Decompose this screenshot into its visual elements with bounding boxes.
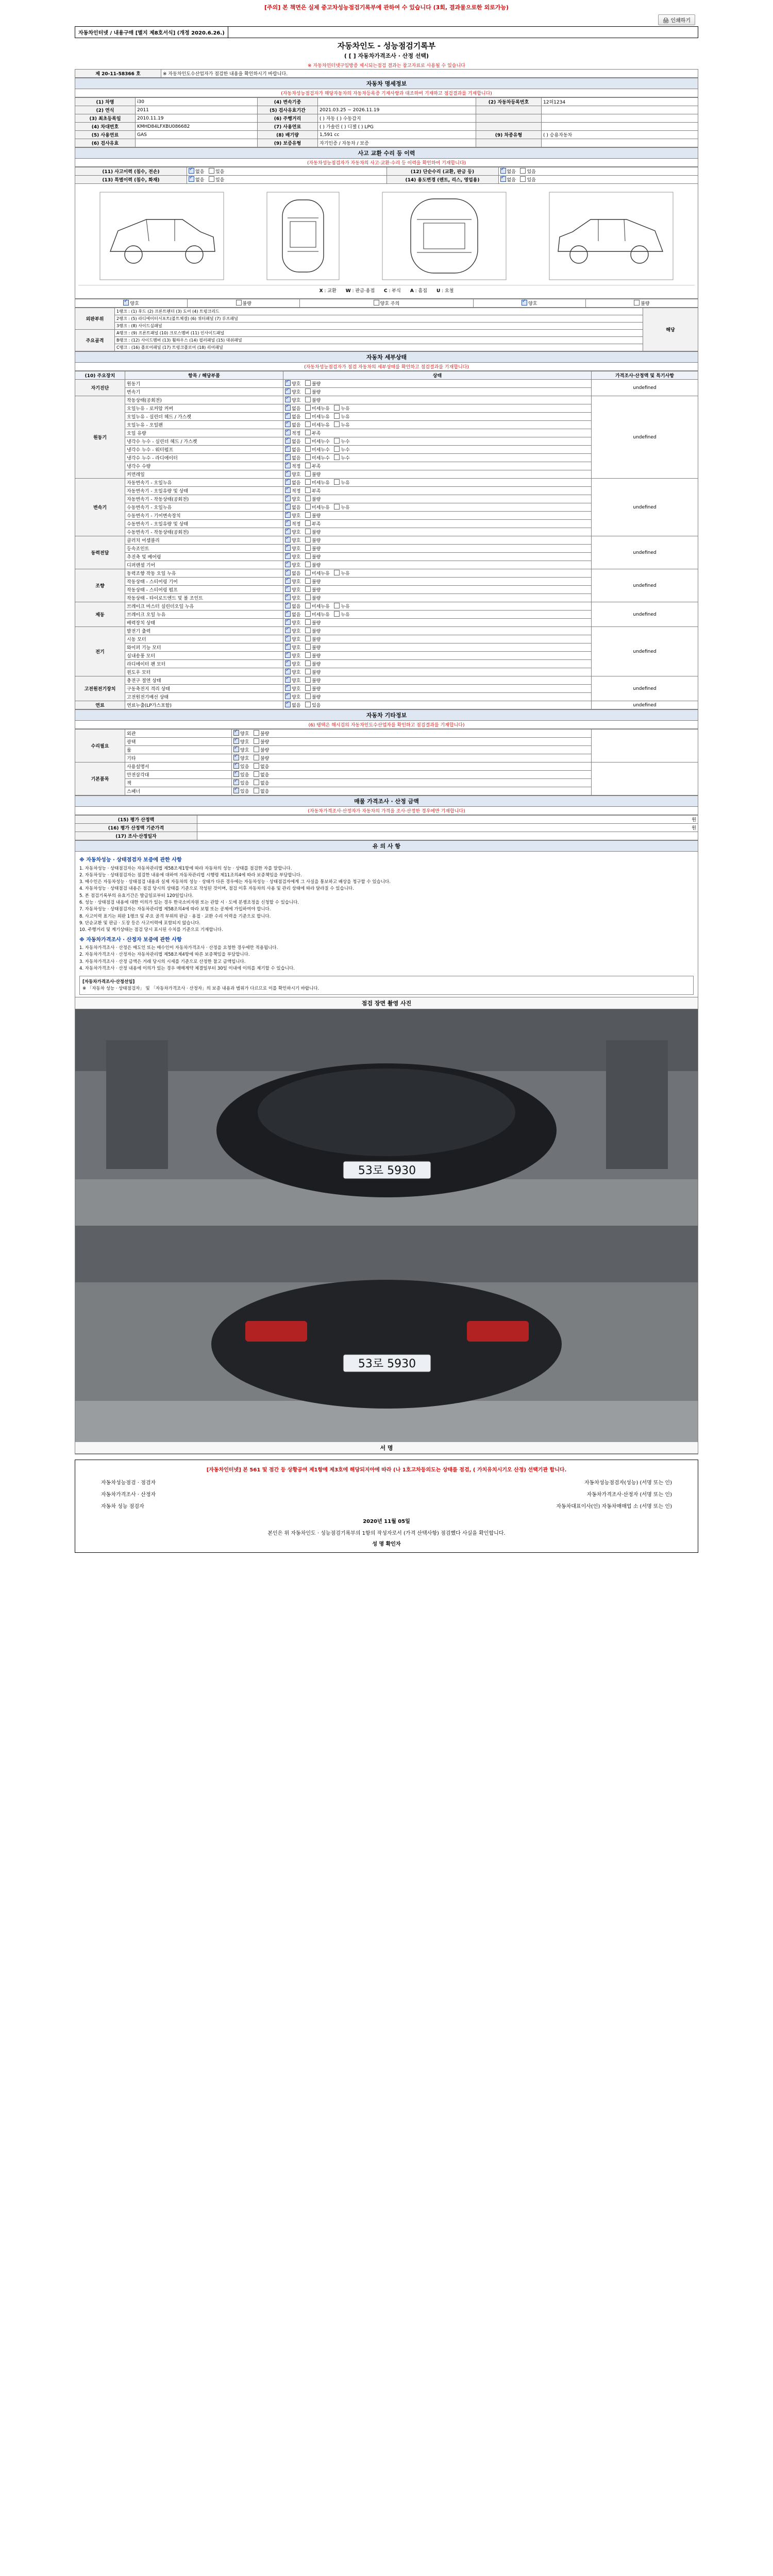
detail-item-label: 추진축 및 베어링	[125, 553, 283, 561]
footer-note-paragraph: 3. 자동차가격조사 · 산정 금액은 거래 당시의 시세를 기준으로 산정한 참고 금액입니다.	[79, 959, 246, 964]
detail-item-options[interactable]: ✓ 양호 불량	[283, 545, 592, 553]
signature-tail: 본인은 위 자동차인도 · 성능점검기록부의 1항의 작성자로서 (가격 산택사항) 점검했다 사실을 확인합니다.	[267, 1531, 506, 1536]
detail-item-label: 시동 모터	[125, 635, 283, 643]
footer-note-paragraph: 8. 사고이력 표기는 외판 1랭크 및 주요 골격 부위의 판금 · 용접 · 교환 수리 이력을 기준으로 합니다.	[79, 913, 271, 919]
detail-item-label: 와이퍼 기능 모터	[125, 643, 283, 652]
etc-row	[75, 762, 698, 771]
detail-col-header: (10) 주요장치	[75, 371, 125, 380]
detail-item-options[interactable]: ✓ 양호 불량	[283, 652, 592, 660]
vehicle-info-table	[75, 97, 698, 147]
detail-item-options[interactable]: ✓ 적정 부족	[283, 462, 592, 470]
vehicle-info-value: KMHD84LFXBU086682	[136, 123, 258, 131]
detail-item-label: 자동변속기 - 작동상태(공회전)	[125, 495, 283, 503]
front-photo	[75, 1009, 698, 1226]
form-header-line	[75, 26, 698, 38]
footer-note-paragraph: 7. 자동차성능 · 상태점검자는 자동차관리법 제58조의4에 따라 보험 또는 공제에 가입하여야 합니다.	[79, 907, 271, 912]
detail-item-options[interactable]: ✓ 양호 불량	[283, 388, 592, 396]
signature-role: 자동차가격조사 · 산정자	[101, 1492, 156, 1498]
vehicle-info-key: (8) 배기량	[258, 131, 318, 139]
vehicle-info-value: 12허1234	[542, 98, 698, 106]
detail-item-label: 작동상태 - 스티어링 기어	[125, 578, 283, 586]
vehicle-info-key: (5) 검사유효기간	[258, 106, 318, 114]
toolbar	[75, 13, 698, 26]
etc-row	[75, 730, 698, 738]
detail-col-header: 항목 / 해당부품	[125, 371, 283, 380]
photo-bottom-caption: 서 명	[75, 1442, 698, 1454]
etc-item-options[interactable]: ✓ 있음 없음	[232, 771, 592, 779]
legend-item: A : 흠집	[410, 289, 427, 294]
price-value	[197, 832, 698, 840]
detail-remark: undefined	[592, 536, 698, 569]
detail-item-label: 냉각수 수량	[125, 462, 283, 470]
detail-item-options[interactable]: ✓ 양호 불량	[283, 536, 592, 545]
detail-item-label: 변속기	[125, 388, 283, 396]
detail-item-options[interactable]: ✓ 양호 불량	[283, 635, 592, 643]
detail-item-options[interactable]: ✓ 양호 불량	[283, 668, 592, 676]
detail-item-options[interactable]: ✓ 양호 불량	[283, 643, 592, 652]
footer-note-h1: ※ 자동차성능 · 상태점검자 보증에 관한 사항	[79, 857, 182, 863]
signature-role: 자동차 성능 점검자	[101, 1504, 144, 1510]
signature-field[interactable]: 자동차대표이사(인) 자동차매매업 소 (서명 또는 인)	[556, 1504, 672, 1510]
vehicle-info-value: ( ) 자동 ( ) 수동감지	[318, 114, 476, 123]
section-detail-title: 자동차 세부상태	[75, 351, 698, 363]
etc-item-label: 광택	[125, 738, 232, 746]
section-accident-title: 사고 교환 수리 등 이력	[75, 147, 698, 159]
detail-item-options[interactable]: ✓ 없음 미세누유 누유	[283, 503, 592, 512]
detail-remark: undefined	[592, 627, 698, 676]
footer-note-paragraph: 1. 자동차가격조사 · 산정은 매도인 또는 매수인이 자동차가격조사 · 산정을 요청한 경우에만 적용됩니다.	[79, 945, 278, 951]
detail-item-options[interactable]: ✓ 양호 불량	[283, 586, 592, 594]
price-row	[75, 832, 698, 840]
section-detail-note: (자동차성능점검자가 점검 자동차의 세부상태를 확인하고 점검결과를 기재합니다)	[75, 363, 698, 371]
detail-item-label: 브레이크 마스터 실린더오일 누유	[125, 602, 283, 611]
etc-group-label: 수리필요	[75, 730, 125, 762]
detail-item-options[interactable]: ✓ 양호 불량	[283, 512, 592, 520]
etc-item-label: 외관	[125, 730, 232, 738]
price-key: (16) 평가 산정액 기준가격	[75, 824, 197, 832]
detail-item-label: 윈도우 모터	[125, 668, 283, 676]
vehicle-info-row	[75, 114, 698, 123]
signature-block	[75, 1460, 698, 1553]
detail-item-options[interactable]: ✓ 없음 미세누수 누수	[283, 437, 592, 446]
etc-item-options[interactable]: ✓ 있음 없음	[232, 762, 592, 771]
detail-item-label: 커먼레일	[125, 470, 283, 479]
photo-section	[75, 997, 698, 1454]
detail-row	[75, 569, 698, 578]
detail-item-label: 구동축전지 격리 상태	[125, 685, 283, 693]
price-table	[75, 815, 698, 840]
footer-note-paragraph: 4. 자동차가격조사 · 산정 내용에 이의가 있는 경우 매매계약 체결일부터 30일 이내에 이의를 제기할 수 있습니다.	[79, 966, 295, 972]
vehicle-info-key: (9) 차종유형	[476, 131, 542, 139]
detail-item-label: 원동기	[125, 380, 283, 388]
detail-item-options[interactable]: ✓ 양호 불량	[283, 693, 592, 701]
detail-item-options[interactable]: ✓ 없음 미세누유 누유	[283, 413, 592, 421]
vehicle-info-key	[476, 114, 542, 123]
top-warning-notice: [주의] 본 책면은 실제 중고차성능점검기록부에 관하여 수 있습니다 (3회, 결과물으로한 외로가능)	[264, 4, 509, 11]
vehicle-info-row	[75, 139, 698, 147]
detail-item-options[interactable]: ✓ 양호 불량	[283, 528, 592, 536]
etc-item-options[interactable]: ✓ 있음 없음	[232, 779, 592, 787]
legend-item: U : 요철	[436, 289, 454, 294]
etc-remark	[592, 730, 698, 762]
detail-item-label: 수동변속기 - 작동상태(공회전)	[125, 528, 283, 536]
diagram-legend	[78, 285, 695, 295]
signature-head: [자동차인터넷] 본 561 및 점간 등 상황공여 제1항에 제3호에 해당되지아에 따라 (나 1호고차등의도는 상태를 점검, ( 가치유치시기오 산정) 선택기관 합니다.	[206, 1467, 567, 1473]
detail-col-header: 상태	[283, 371, 592, 380]
detail-group-label: 동력전달	[75, 536, 125, 569]
signature-row	[80, 1476, 693, 1488]
detail-item-options[interactable]: ✓ 없음 미세누수 누수	[283, 446, 592, 454]
footer-note-h2: ※ 자동차가격조사 · 산정자 보증에 관한 사항	[79, 937, 182, 943]
detail-item-options[interactable]: ✓ 양호 불량	[283, 619, 592, 627]
footer-box-text: ※ 「자동차 성능 · 상태점검자」 및 「자동차가격조사 · 산정자」의 보증 내용과 범위가 다르므로 이를 확인하시기 바랍니다.	[82, 986, 320, 991]
detail-item-label: 자동변속기 - 오일유량 및 상태	[125, 487, 283, 495]
signature-date: 2020년 11월 05일	[363, 1519, 410, 1524]
accident-history-table	[75, 167, 698, 184]
detail-group-label: 제동	[75, 602, 125, 627]
footer-note-paragraph: 2. 자동차성능 · 상태점검자는 점검한 내용에 대하여 자동차관리법 시행령 제11조의4에 따라 보증책임을 부담합니다.	[79, 872, 302, 878]
detail-item-options[interactable]: ✓ 양호 불량	[283, 685, 592, 693]
accident-q1-label: (11) 사고이력 (침수, 전손)	[75, 167, 187, 176]
detail-item-label: 수동변속기 - 오일유량 및 상태	[125, 520, 283, 528]
accident-q3-value[interactable]: ✓ 없음 있음	[187, 176, 387, 184]
detail-item-label: 수동변속기 - 오일누유	[125, 503, 283, 512]
rear-photo-image	[75, 1226, 698, 1442]
vehicle-info-value	[542, 139, 698, 147]
detail-remark: undefined	[592, 380, 698, 396]
etc-item-label: 스패너	[125, 787, 232, 795]
detail-item-options[interactable]: ✓ 없음 미세누유 누유	[283, 602, 592, 611]
footer-note-paragraph: 3. 매수인은 자동차성능 · 상태점검 내용과 실제 자동차의 성능 · 상태가 다른 경우에는 자동차성능 · 상태점검자에게 그 사실을 통보하고 배상을 청구할 수 있습니다.	[79, 879, 391, 885]
detail-remark: undefined	[592, 569, 698, 602]
legend-check-cell[interactable]: ✓ 양호	[473, 299, 585, 308]
etc-item-options[interactable]: ✓ 양호 불량	[232, 754, 592, 762]
vehicle-info-row	[75, 123, 698, 131]
detail-item-label: 클러치 어셈블리	[125, 536, 283, 545]
vehicle-info-row	[75, 98, 698, 106]
front-photo-image	[75, 1009, 698, 1226]
detail-item-options[interactable]: ✓ 없음 미세누유 누유	[283, 404, 592, 413]
legend-item: C : 부식	[384, 289, 401, 294]
detail-group-label: 고전원전기장치	[75, 676, 125, 701]
vehicle-info-key: (2) 자동차등록번호	[476, 98, 542, 106]
etc-item-options[interactable]: ✓ 양호 불량	[232, 746, 592, 754]
signature-tail2: 성 명 확인자	[372, 1541, 401, 1547]
vehicle-info-row	[75, 131, 698, 139]
frame-label: 주요골격	[75, 330, 115, 351]
legend-item: X : 교환	[319, 289, 337, 294]
footer-note-paragraph: 10. 주행거리 및 계기상태는 점검 당시 표시된 수치를 기준으로 기재합니다.	[79, 927, 223, 933]
detail-item-options[interactable]: ✓ 양호 불량	[283, 594, 592, 602]
vehicle-info-value: ( ) 승용자동차	[542, 131, 698, 139]
detail-item-label: 등속조인트	[125, 545, 283, 553]
etc-item-options[interactable]: ✓ 양호 불량	[232, 730, 592, 738]
outer-panel-label: 외판부위	[75, 308, 115, 330]
section-vehicle-info-title: 자동차 명세정보	[75, 78, 698, 89]
vehicle-info-key: (2) 연식	[75, 106, 136, 114]
detail-item-label: 작동상태 - 스티어링 펌프	[125, 586, 283, 594]
price-value: 원	[197, 816, 698, 824]
detail-item-options[interactable]: ✓ 양호 불량	[283, 660, 592, 668]
detail-item-options[interactable]: ✓ 없음 미세누수 누수	[283, 454, 592, 462]
page-subtitle: ( [ ] 자동차가격조사 · 산정 선택)	[344, 53, 429, 59]
vehicle-info-value	[136, 139, 258, 147]
svg-text:53로 5930: 53로 5930	[358, 1164, 416, 1177]
detail-remark: undefined	[592, 676, 698, 701]
detail-item-label: 디퍼렌셜 기어	[125, 561, 283, 569]
section-price-note: (자동차가격조사·산정자가 자동차의 가격을 조사·산정한 경우에만 기재합니다)	[75, 807, 698, 815]
detail-col-header: 가격조사·산정액 및 특기사항	[592, 371, 698, 380]
footer-note-paragraph: 9. 단순교환 및 판금 · 도장 등은 사고이력에 포함되지 않습니다.	[79, 921, 200, 926]
vehicle-info-value	[542, 106, 698, 114]
footer-box-title: [자동차가격조사·산정선임]	[82, 979, 135, 985]
vehicle-info-value: 1,591 cc	[318, 131, 476, 139]
legend-check-cell[interactable]: ✓양호	[75, 299, 188, 308]
page-title: 자동차인도 - 성능점검기록부	[337, 41, 436, 50]
detail-group-label: 변속기	[75, 479, 125, 536]
detail-row	[75, 701, 698, 709]
etc-item-options[interactable]: ✓ 있음 없음	[232, 787, 592, 795]
detail-status-table	[75, 371, 698, 709]
detail-item-options[interactable]: ✓ 없음 미세누유 누유	[283, 479, 592, 487]
detail-item-options[interactable]: ✓ 양호 불량	[283, 561, 592, 569]
top-view-icon	[264, 190, 342, 282]
outer-panel-3: 3랭크 : (8) 사이드실패널	[115, 323, 643, 330]
signature-row	[80, 1500, 693, 1512]
vehicle-info-value: i30	[136, 98, 258, 106]
detail-item-label: 작동상태 - 타이로드엔드 및 볼 조인트	[125, 594, 283, 602]
etc-item-label: 기타	[125, 754, 232, 762]
footer-note-paragraph: 2. 자동차가격조사 · 산정자는 자동차관리법 제58조제4항에 따른 보증책임을 부담합니다.	[79, 952, 250, 958]
side-view-left-icon	[97, 190, 226, 282]
printer-icon: 🖨	[662, 18, 669, 24]
frame-b: B랭크 : (12) 사이드멤버 (13) 휠하우스 (14) 필러패널 (15) 대쉬패널	[115, 337, 643, 344]
detail-group-label: 전기	[75, 627, 125, 676]
top-view-body-icon	[380, 190, 509, 282]
detail-item-options[interactable]: ✓ 양호 불량	[283, 470, 592, 479]
detail-item-label: 브레이크 오일 누유	[125, 611, 283, 619]
etc-item-label: 룸	[125, 746, 232, 754]
vehicle-info-value: 자기인증 / 자동차 / 보증	[318, 139, 476, 147]
price-key: (15) 평가 산정액	[75, 816, 197, 824]
detail-item-options[interactable]: ✓ 양호 불량	[283, 553, 592, 561]
etc-item-label: 잭	[125, 779, 232, 787]
form-header-right	[228, 31, 234, 34]
vehicle-info-key: (4) 변속기종	[258, 98, 318, 106]
detail-remark: undefined	[592, 396, 698, 479]
side-view-right-icon	[547, 190, 676, 282]
detail-item-options[interactable]: ✓ 양호 불량	[283, 495, 592, 503]
detail-item-options[interactable]: ✓ 없음 미세누유 누유	[283, 569, 592, 578]
accident-q1-value[interactable]: ✓ 없음 있음	[187, 167, 387, 176]
detail-item-label: 오일누유 - 실린더 헤드 / 가스켓	[125, 413, 283, 421]
vehicle-info-key: (3) 최초등록일	[75, 114, 136, 123]
docno-table	[75, 69, 698, 78]
detail-row	[75, 627, 698, 635]
detail-item-options[interactable]: ✓ 적정 부족	[283, 429, 592, 437]
detail-item-label: 작동상태(공회전)	[125, 396, 283, 404]
rear-photo	[75, 1226, 698, 1442]
vehicle-info-value	[542, 123, 698, 131]
detail-item-label: 오일 유량	[125, 429, 283, 437]
signature-field[interactable]: 자동차성능점검자(성능) (서명 또는 인)	[584, 1480, 672, 1486]
form-header-left: 자동차인터넷 / 내용구매 [별지 제8호서식] (개정 2020.6.26.)	[75, 27, 228, 38]
accident-q4-value[interactable]: ✓ 없음 있음	[498, 176, 698, 184]
detail-item-label: 연료누출(LP가스포함)	[125, 701, 283, 709]
vehicle-info-key: (1) 차명	[75, 98, 136, 106]
vehicle-info-key: (6) 검사유효	[75, 139, 136, 147]
svg-text:53로 5930: 53로 5930	[358, 1358, 416, 1370]
detail-remark: undefined	[592, 602, 698, 627]
footer-note-paragraph: 5. 본 점검기록부의 유효기간은 발급일로부터 120일입니다.	[79, 893, 194, 899]
detail-item-label: 오일누유 - 로커암 커버	[125, 404, 283, 413]
footer-note-paragraph: 6. 성능 · 상태점검 내용에 대한 이의가 있는 경우 한국소비자원 또는 관할 시 · 도에 분쟁조정을 신청할 수 있습니다.	[79, 900, 299, 906]
detail-row	[75, 602, 698, 611]
legend-check-cell[interactable]: 양호 주의	[300, 299, 473, 308]
vehicle-info-value	[542, 114, 698, 123]
footer-note-paragraph: 1. 자동차성능 · 상태점검자는 자동차관리법 제58조제1항에 따라 자동차의 성능 · 상태를 점검한 자를 말합니다.	[79, 866, 292, 871]
etc-remark	[592, 762, 698, 795]
vehicle-info-key: (6) 주행거리	[258, 114, 318, 123]
accident-remark-label: 해당	[643, 308, 698, 351]
price-key: (17) 조사·산정일자	[75, 832, 197, 840]
detail-item-options[interactable]: ✓ 양호 불량	[283, 380, 592, 388]
detail-item-label: 수동변속기 - 기어변속장치	[125, 512, 283, 520]
frame-a: A랭크 : (9) 프론트패널 (10) 크로스멤버 (11) 인사이드패널	[115, 330, 643, 337]
signature-row	[80, 1488, 693, 1500]
detail-item-label: 냉각수 누수 - 라디에이터	[125, 454, 283, 462]
detail-item-options[interactable]: ✓ 양호 불량	[283, 627, 592, 635]
detail-row	[75, 479, 698, 487]
detail-item-label: 배력장치 상태	[125, 619, 283, 627]
detail-item-label: 동력조향 작동 오일 누유	[125, 569, 283, 578]
signature-field[interactable]: 자동차가격조사·산정자 (서명 또는 인)	[586, 1492, 672, 1498]
detail-item-label: 고전원전기배선 상태	[125, 693, 283, 701]
accident-q2-value[interactable]: ✓ 없음 있음	[498, 167, 698, 176]
detail-item-options[interactable]: ✓ 양호 불량	[283, 676, 592, 685]
etc-table	[75, 729, 698, 795]
detail-remark: undefined	[592, 701, 698, 709]
detail-group-label: 원동기	[75, 396, 125, 479]
footer-note-title: 유 의 사 항	[75, 840, 698, 852]
detail-item-label: 오일누유 - 오일팬	[125, 421, 283, 429]
detail-item-label: 충전구 절연 상태	[125, 676, 283, 685]
etc-item-label: 사용설명서	[125, 762, 232, 771]
vehicle-info-value: 2021.03.25 ~ 2026.11.19	[318, 106, 476, 114]
accident-legend-row	[75, 299, 698, 308]
price-row	[75, 816, 698, 824]
print-button[interactable]: 🖨 인쇄하기	[658, 14, 695, 25]
vehicle-info-key: (5) 사용연료	[75, 131, 136, 139]
detail-item-options[interactable]: ✓ 없음 미세누유 누유	[283, 421, 592, 429]
frame-c: C랭크 : (16) 플로어패널 (17) 트렁크플로어 (18) 리어패널	[115, 344, 643, 351]
signature-role: 자동차성능점검 · 점검자	[101, 1480, 156, 1486]
vehicle-info-key	[476, 123, 542, 131]
docno-value: ※ 자동차인도수산업자가 점검한 내용을 확인하시기 바랍니다.	[161, 70, 698, 78]
vehicle-info-key	[476, 139, 542, 147]
footer-note-paragraph: 4. 자동차성능 · 상태점검 내용은 점검 당시의 상태를 기준으로 작성된 것이며, 점검 이후 자동차의 사용 및 관리 상태에 따라 달라질 수 있습니다.	[79, 886, 354, 892]
detail-row	[75, 380, 698, 388]
detail-item-options[interactable]: ✓ 적정 부족	[283, 520, 592, 528]
detail-item-options[interactable]: ✓ 적정 부족	[283, 487, 592, 495]
section-vehicle-info-note: (자동차성능점검자가 해당자동차의 자동차등록증 기재사항과 대조하여 기재하고 점검결과를 기재합니다)	[75, 89, 698, 97]
detail-group-label: 조향	[75, 569, 125, 602]
vehicle-info-key	[476, 106, 542, 114]
detail-item-options[interactable]: ✓ 없음 있음	[283, 701, 592, 709]
legend-check-cell[interactable]: 불량	[188, 299, 300, 308]
detail-item-label: 실내송풍 모터	[125, 652, 283, 660]
price-value: 원	[197, 824, 698, 832]
accident-q4-label: (14) 용도변경 (렌트, 리스, 영업용)	[386, 176, 498, 184]
price-row	[75, 824, 698, 832]
section-etc-note: (6) 탱택은 해시검의 자동차인도수산업자를 확인하고 점검결과를 기재합니다)	[75, 721, 698, 729]
detail-remark: undefined	[592, 479, 698, 536]
detail-item-options[interactable]: ✓ 양호 불량	[283, 578, 592, 586]
detail-item-label: 냉각수 누수 - 실린더 헤드 / 가스켓	[125, 437, 283, 446]
vehicle-info-value: 2010.11.19	[136, 114, 258, 123]
etc-item-label: 안전삼각대	[125, 771, 232, 779]
detail-item-label: 자동변속기 - 오일누유	[125, 479, 283, 487]
detail-item-label: 라디에이터 팬 모터	[125, 660, 283, 668]
vehicle-damage-diagram	[75, 184, 698, 299]
outer-panel-2: 2랭크 : (5) 라디에이터서포트(볼트체결) (6) 쿼터패널 (7) 루프패널	[115, 315, 643, 323]
accident-detail-table	[75, 308, 698, 351]
etc-group-label: 기본품목	[75, 762, 125, 795]
detail-group-label: 연료	[75, 701, 125, 709]
detail-group-label: 자기진단	[75, 380, 125, 396]
photo-caption: 점검 장면 촬영 사진	[75, 997, 698, 1009]
docno-label: 제 20-11-58366 호	[75, 70, 161, 78]
section-etc-title: 자동차 기타정보	[75, 709, 698, 721]
accident-q3-label: (13) 특별이력 (침수, 화재)	[75, 176, 187, 184]
etc-item-options[interactable]: ✓ 양호 불량	[232, 738, 592, 746]
vehicle-info-row	[75, 106, 698, 114]
detail-row	[75, 396, 698, 404]
legend-item: W : 판금·용접	[345, 289, 375, 294]
vehicle-info-value	[318, 98, 476, 106]
detail-item-label: 발전기 출력	[125, 627, 283, 635]
detail-row	[75, 536, 698, 545]
outer-panel-1: 1랭크 : (1) 후드 (2) 프론트펜더 (3) 도어 (4) 트렁크리드	[115, 308, 643, 315]
legend-check-cell[interactable]: 불량	[585, 299, 698, 308]
detail-item-options[interactable]: ✓ 없음 미세누유 누유	[283, 611, 592, 619]
section-accident-note: (자동차성능점검자가 자동차의 사고·교환·수리 등 이력을 확인하여 기재합니다)	[75, 159, 698, 167]
detail-item-options[interactable]: ✓ 양호 불량	[283, 396, 592, 404]
section-price-title: 매물 가격조사 · 산정 금액	[75, 795, 698, 807]
vehicle-info-key: (4) 차대번호	[75, 123, 136, 131]
vehicle-info-value: GAS	[136, 131, 258, 139]
vehicle-info-value: ( ) 가솔린 ( ) 디젤 ( ) LPG	[318, 123, 476, 131]
accident-q2-label: (12) 단순수리 (교환, 판금 등)	[386, 167, 498, 176]
vehicle-info-key: (7) 사용연료	[258, 123, 318, 131]
title-red-note: ※ 자동차인터넷구입방증 제시되는점검 결과는 참고자료로 사용될 수 있습니다	[308, 63, 465, 69]
detail-row	[75, 676, 698, 685]
detail-item-label: 냉각수 누수 - 워터펌프	[125, 446, 283, 454]
footer-note-body	[75, 852, 698, 997]
vehicle-info-key: (9) 보증유형	[258, 139, 318, 147]
vehicle-info-value: 2011	[136, 106, 258, 114]
